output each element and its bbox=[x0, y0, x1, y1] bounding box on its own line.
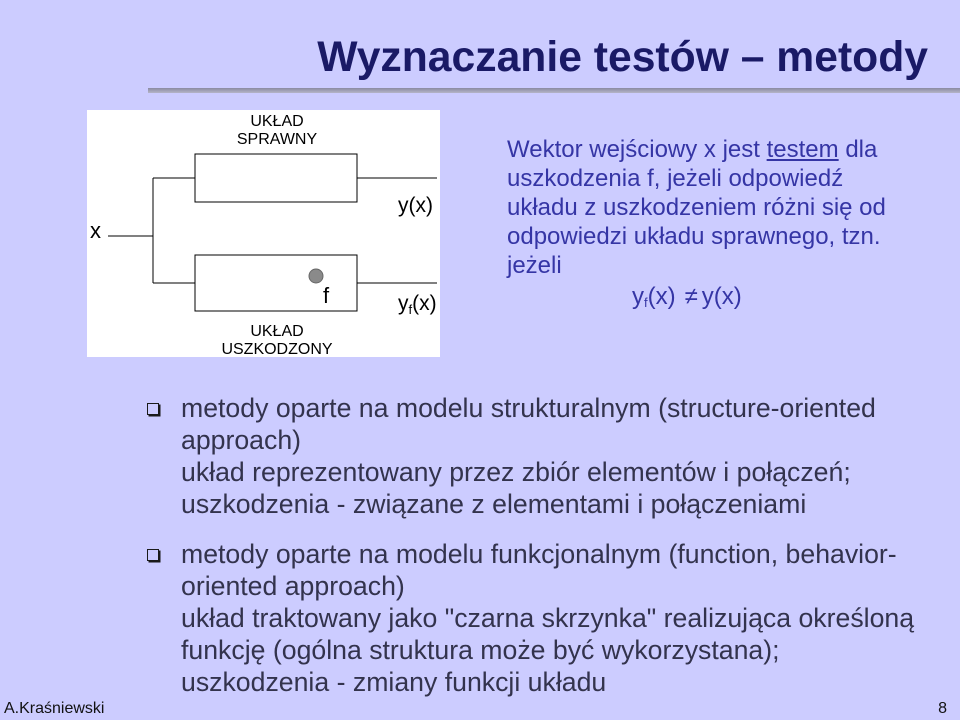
bullet-line: uszkodzenia - związane z elementami i połączeniami bbox=[181, 489, 807, 519]
bullet-line: approach) bbox=[181, 425, 302, 455]
formula-rhs: y(x) bbox=[701, 283, 742, 310]
faulty-circuit-label-line1: UKŁAD bbox=[250, 323, 304, 340]
formula-lhs-base: y bbox=[632, 283, 644, 310]
faulty-output-base: y bbox=[398, 292, 409, 315]
page-number: 8 bbox=[938, 700, 947, 717]
bullet-text bbox=[181, 392, 876, 520]
slide-title: Wyznaczanie testów – metody bbox=[317, 33, 928, 81]
definition-term: testem bbox=[766, 136, 839, 163]
bullet-line: funkcję (ogólna struktura może być wykorzystana); bbox=[181, 635, 780, 665]
bullet-line: metody oparte na modelu strukturalnym (structure-oriented bbox=[181, 393, 876, 423]
formula-lhs-subscript: f bbox=[644, 295, 648, 310]
diagram-panel bbox=[87, 110, 440, 357]
good-circuit-box bbox=[195, 154, 357, 202]
formula-lhs-argument: (x) bbox=[647, 283, 676, 310]
definition-line-3: układu z uszkodzeniem różni się od bbox=[507, 194, 886, 221]
bullet-line: oriented approach) bbox=[181, 571, 405, 601]
circuit-diagram bbox=[87, 110, 440, 357]
square-bullet-icon bbox=[147, 403, 159, 415]
definition-line-4: odpowiedzi układu sprawnego, tzn. bbox=[507, 223, 881, 250]
definition-line-1 bbox=[507, 135, 886, 164]
bullet-line: układ traktowany jako "czarna skrzynka" realizująca określoną bbox=[181, 603, 915, 633]
title-rule bbox=[148, 88, 960, 93]
input-label: x bbox=[90, 218, 101, 243]
bullet-line: metody oparte na modelu funkcjonalnym (function, behavior- bbox=[181, 539, 897, 569]
bullet-line: układ reprezentowany przez zbiór elementów i połączeń; bbox=[181, 457, 851, 487]
bullet-line: uszkodzenia - zmiany funkcji układu bbox=[181, 667, 607, 697]
good-circuit-label-line1: UKŁAD bbox=[250, 113, 304, 130]
formula-relation: ≠ bbox=[684, 283, 698, 310]
definition-line-2: uszkodzenia f, jeżeli odpowiedź bbox=[507, 165, 844, 192]
good-output-label: y(x) bbox=[398, 194, 433, 217]
faulty-output-argument: (x) bbox=[412, 292, 437, 315]
test-definition bbox=[507, 135, 886, 280]
definition-line-5: jeżeli bbox=[507, 252, 562, 279]
bullet-text bbox=[181, 538, 914, 698]
fault-marker-icon bbox=[309, 269, 323, 283]
faulty-output-subscript: f bbox=[408, 302, 413, 317]
faulty-circuit-box bbox=[195, 255, 357, 311]
definition-formula bbox=[632, 282, 742, 311]
footer-author: A.Kraśniewski bbox=[4, 700, 105, 717]
faulty-output-label bbox=[398, 292, 437, 317]
square-bullet-icon bbox=[147, 549, 159, 561]
fault-label: f bbox=[323, 283, 330, 308]
definition-line-1-after: dla bbox=[838, 136, 878, 163]
faulty-circuit-label-line2: USZKODZONY bbox=[221, 341, 333, 357]
definition-line-1-before: Wektor wejściowy x jest bbox=[507, 136, 767, 163]
good-circuit-label-line2: SPRAWNY bbox=[236, 131, 318, 148]
